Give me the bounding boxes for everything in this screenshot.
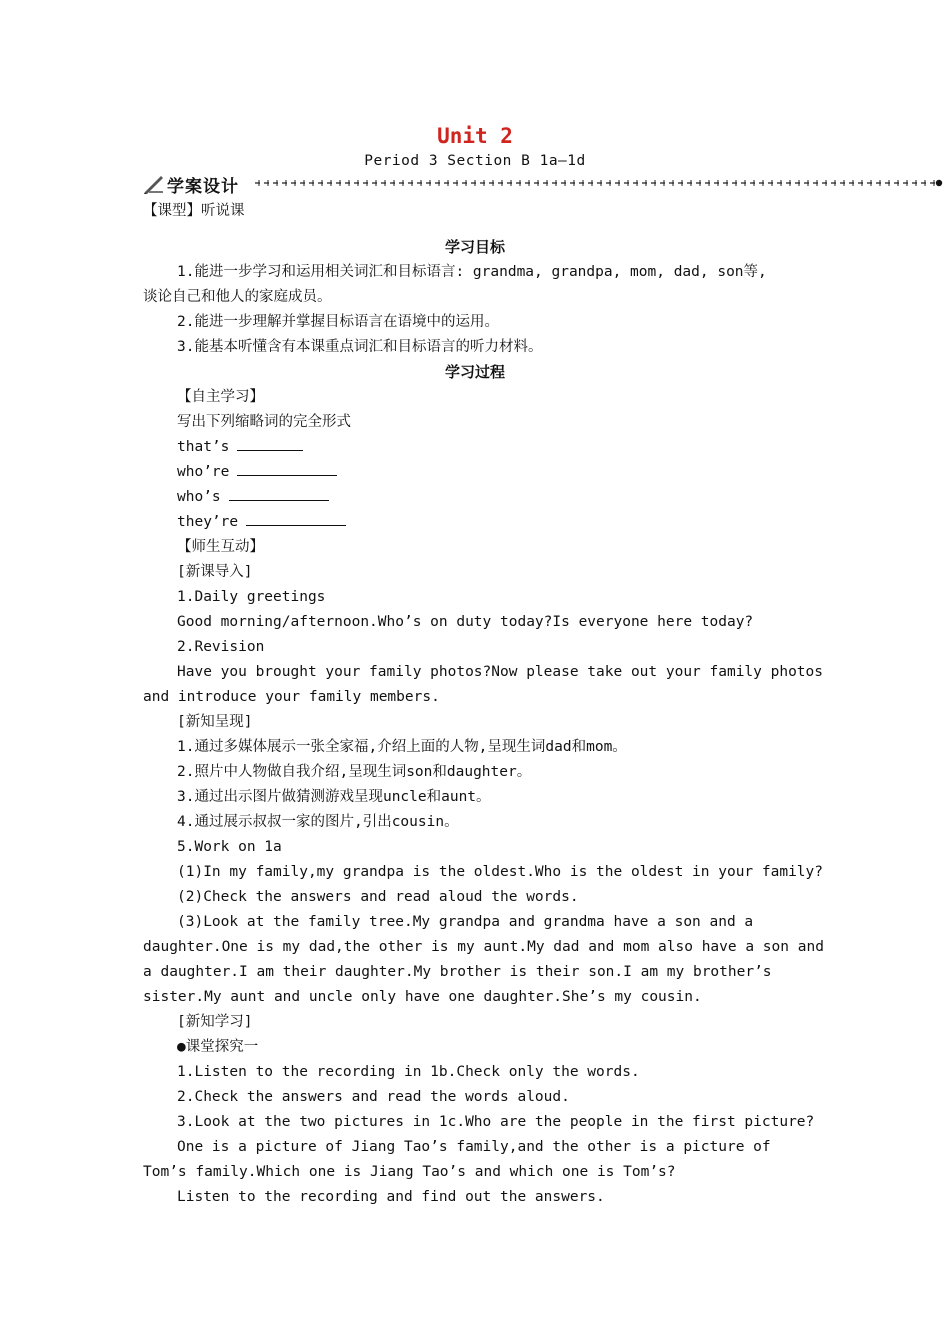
body-line: 1.Daily greetings bbox=[177, 589, 326, 605]
self-study-instruction: 写出下列缩略词的完全形式 bbox=[177, 414, 351, 430]
body-line: ●课堂探究一 bbox=[177, 1039, 259, 1055]
body-line: [新知学习] bbox=[177, 1014, 253, 1030]
body-line: (2)Check the answers and read aloud the words. bbox=[177, 889, 579, 905]
period-subtitle: Period 3 Section B 1a—1d bbox=[364, 153, 586, 169]
answer-blank[interactable] bbox=[237, 436, 303, 451]
pencil-icon bbox=[143, 173, 165, 195]
body-line: (3)Look at the family tree.My grandpa and grandma have a son and a bbox=[177, 914, 754, 930]
body-line: 2.照片中人物做自我介绍,呈现生词son和daughter。 bbox=[177, 764, 532, 780]
body-line: (1)In my family,my grandpa is the oldest.Who is the oldest in your family? bbox=[177, 864, 824, 880]
interaction-heading: 【师生互动】 bbox=[177, 539, 264, 555]
body-line: 1.通过多媒体展示一张全家福,介绍上面的人物,呈现生词dad和mom。 bbox=[177, 739, 627, 755]
body-line: [新知呈现] bbox=[177, 714, 253, 730]
body-line: sister.My aunt and uncle only have one daughter.She’s my cousin. bbox=[143, 989, 702, 1005]
contraction-item bbox=[177, 460, 337, 485]
body-line: [新课导入] bbox=[177, 564, 253, 580]
unit-title: Unit 2 bbox=[437, 124, 513, 148]
contraction-item bbox=[177, 485, 329, 510]
self-study-heading: 【自主学习】 bbox=[177, 389, 264, 405]
body-line: and introduce your family members. bbox=[143, 689, 440, 705]
goal-item: 3.能基本听懂含有本课重点词汇和目标语言的听力材料。 bbox=[177, 339, 543, 355]
contraction-word: that’s bbox=[177, 439, 230, 455]
goal-item: 1.能进一步学习和运用相关词汇和目标语言: grandma, grandpa, mom, dad, son等, bbox=[177, 264, 767, 280]
body-line: 3.Look at the two pictures in 1c.Who are the people in the first picture? bbox=[177, 1114, 815, 1130]
body-line: a daughter.I am their daughter.My brother is their son.I am my brother’s bbox=[143, 964, 772, 980]
goal-item: 2.能进一步理解并掌握目标语言在语境中的运用。 bbox=[177, 314, 499, 330]
body-line: Listen to the recording and find out the answers. bbox=[177, 1189, 605, 1205]
contraction-word: who’re bbox=[177, 464, 230, 480]
body-line: 3.通过出示图片做猜测游戏呈现uncle和aunt。 bbox=[177, 789, 491, 805]
goal-item: 谈论自己和他人的家庭成员。 bbox=[143, 289, 332, 305]
body-line: Have you brought your family photos?Now please take out your family photos bbox=[177, 664, 824, 680]
body-line: Tom’s family.Which one is Jiang Tao’s and which one is Tom’s? bbox=[143, 1164, 676, 1180]
contraction-word: they’re bbox=[177, 514, 239, 530]
body-line: 2.Revision bbox=[177, 639, 265, 655]
answer-blank[interactable] bbox=[246, 511, 346, 526]
answer-blank[interactable] bbox=[237, 461, 337, 476]
dotted-rule bbox=[255, 171, 945, 197]
process-heading: 学习过程 bbox=[444, 363, 505, 381]
contraction-item bbox=[177, 435, 303, 460]
answer-blank[interactable] bbox=[229, 486, 329, 501]
section-banner bbox=[143, 171, 948, 197]
body-line: 2.Check the answers and read the words aloud. bbox=[177, 1089, 570, 1105]
body-line: 1.Listen to the recording in 1b.Check only the words. bbox=[177, 1064, 640, 1080]
contraction-item bbox=[177, 510, 346, 535]
body-line: daughter.One is my dad,the other is my aunt.My dad and mom also have a son and bbox=[143, 939, 824, 955]
contraction-word: who’s bbox=[177, 489, 221, 505]
lesson-type: 【课型】听说课 bbox=[143, 203, 245, 219]
body-line: 5.Work on 1a bbox=[177, 839, 282, 855]
banner-label: 学案设计 bbox=[167, 177, 239, 197]
body-line: Good morning/afternoon.Who’s on duty today?Is everyone here today? bbox=[177, 614, 754, 630]
body-line: 4.通过展示叔叔一家的图片,引出cousin。 bbox=[177, 814, 459, 830]
goals-heading: 学习目标 bbox=[444, 238, 505, 256]
body-line: One is a picture of Jiang Tao’s family,and the other is a picture of bbox=[177, 1139, 771, 1155]
